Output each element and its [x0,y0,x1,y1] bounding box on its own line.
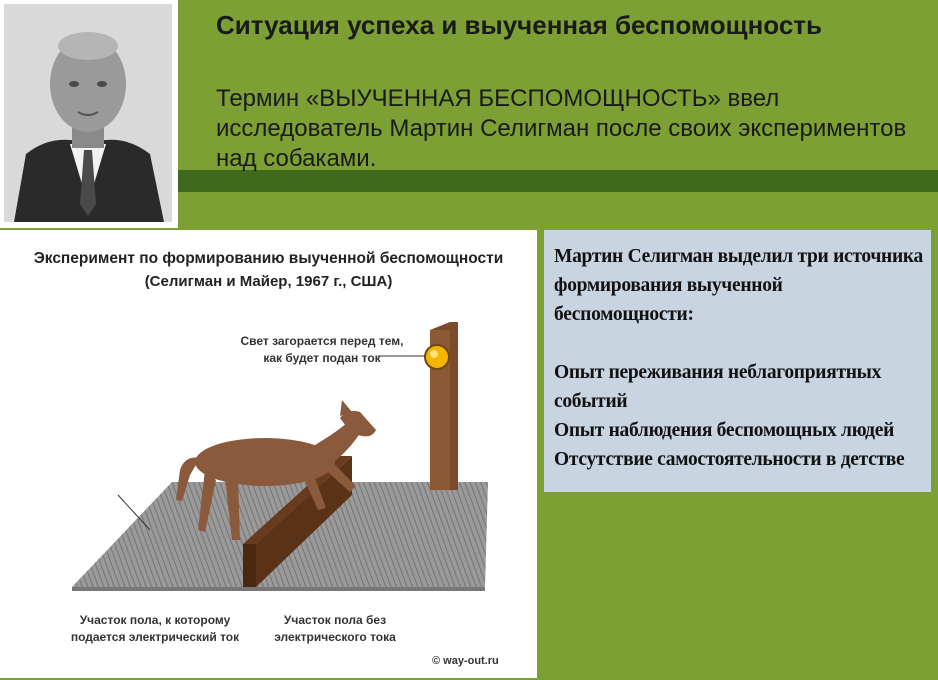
experiment-illustration [0,230,537,678]
portrait-photo [4,4,172,222]
right-floor-label: Участок пола без электрического тока [274,613,396,644]
slide-subtitle: Термин «ВЫУЧЕННАЯ БЕСПОМОЩНОСТЬ» ввел исследователь Мартин Селигман после своих экспериментов над собаками. [216,85,907,172]
experiment-figure [0,230,537,678]
portrait-image [4,4,172,222]
figure-title: Эксперимент по формированию выученной беспомощности [33,250,504,267]
figure-credit: © way-out.ru [432,655,499,667]
portrait-frame [0,0,178,228]
figure-subtitle: (Селигман и Майер, 1967 г., США) [144,273,393,290]
info-box [544,230,931,492]
info-item-2: Опыт наблюдения беспомощных людей [554,420,895,441]
info-item-3: Отсутствие самостоятельности в детстве [554,449,905,470]
info-item-1: Опыт переживания неблагоприятных событий [554,362,882,412]
light-bulb-icon [425,345,449,369]
left-floor-label: Участок пола, к которому подается электрический ток [70,613,240,644]
slide-title: Ситуация успеха и выученная беспомощность [216,10,822,40]
info-intro: Мартин Селигман выделил три источника формирования выученной беспомощности: [554,246,923,325]
light-label: Свет загорается перед тем, как будет подан ток [240,334,404,365]
